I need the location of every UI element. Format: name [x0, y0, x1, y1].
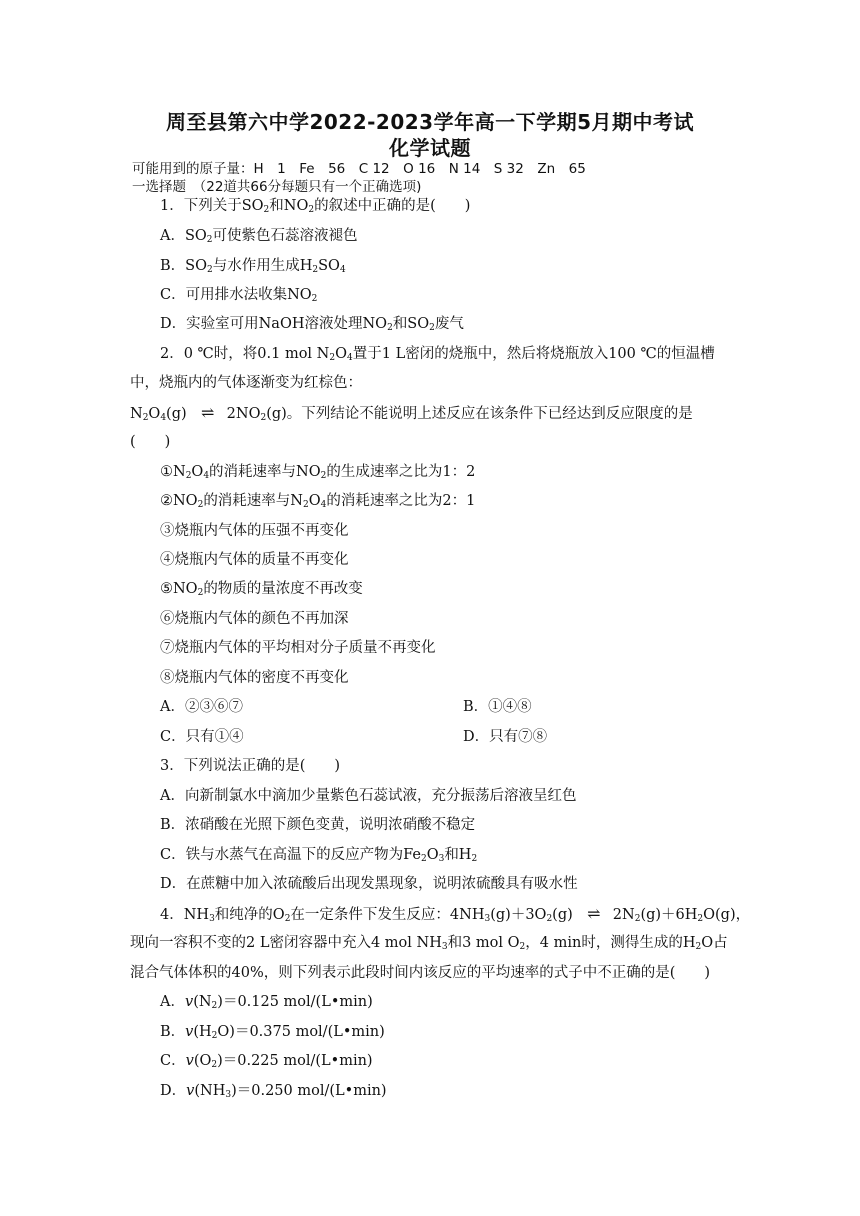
q2-option-c: C．只有①④ [160, 729, 244, 745]
q2-item-1: $①N_2O_4$的消耗速率与$NO_2$的生成速率之比为1：2 [160, 464, 476, 481]
q3-option-a: A．向新制氯水中滴加少量紫色石蕊试液，充分振荡后溶液呈红色 [160, 788, 577, 804]
q1-option-d: D．实验室可用NaOH溶液处理$NO_2$和$SO_2$废气 [160, 316, 464, 333]
q2-eq-product: $2NO_2(g)$。下列结论不能说明上述反应在该条件下已经达到反应限度的是 [226, 406, 693, 423]
q2-option-b: B．①④⑧ [463, 699, 532, 715]
q2-item-7: ⑦烧瓶内气体的平均相对分子质量不再变化 [160, 640, 436, 656]
q2-option-d: D．只有⑦⑧ [463, 729, 548, 745]
q4-option-b: B．$v(H_2O)=0.375$ mol/(L•min) [160, 1024, 385, 1041]
page-subtitle: 化学试题 [389, 136, 471, 160]
q2-item-2: $②NO_2$的消耗速率与$N_2O_4$的消耗速率之比为2：1 [160, 493, 476, 510]
q2-item-4: ④烧瓶内气体的质量不再变化 [160, 552, 349, 568]
q2-stem-line1: 2．0 ℃时，将0.1 mol $N_2O_4$置于1 L密闭的烧瓶中，然后将烧瓶放入100 ℃的恒温槽 [160, 346, 715, 363]
q1-stem: 1．下列关于$SO_2$和$NO_2$的叙述中正确的是( ) [160, 198, 471, 215]
q3-option-b: B．浓硝酸在光照下颜色变黄，说明浓硝酸不稳定 [160, 817, 476, 833]
q3-option-d: D．在蔗糖中加入浓硫酸后出现发黑现象，说明浓硫酸具有吸水性 [160, 876, 578, 892]
q2-equation-line [130, 404, 693, 423]
q3-option-c: C．铁与水蒸气在高温下的反应产物为$Fe_2O_3$和$H_2$ [160, 847, 478, 864]
q4-stem-line3: 混合气体体积的40%，则下列表示此段时间内该反应的平均速率的式子中不正确的是( ) [130, 965, 711, 981]
q1-option-c: C．可用排水法收集$NO_2$ [160, 287, 318, 304]
equilibrium-arrow-icon: ⇌ [200, 403, 213, 422]
q1-option-b: B．$SO_2$与水作用生成$H_2SO_4$ [160, 258, 346, 275]
q3-stem: 3．下列说法正确的是( ) [160, 758, 341, 774]
q2-eq-reactant: $N_2O_4(g)$ [130, 406, 187, 423]
equilibrium-arrow-icon: ⇌ [587, 904, 599, 923]
q4-stem-line2: 现向一容积不变的2 L密闭容器中充入4 mol $NH_3$和3 mol $O_2$，4 min时，测得生成的$H_2O$占 [130, 935, 728, 952]
q2-stem-line2: 中，烧瓶内的气体逐渐变为红棕色： [130, 375, 362, 391]
q2-stem-paren: ( ) [130, 434, 171, 450]
q4-option-c: C．$v(O_2)=0.225$ mol/(L•min) [160, 1053, 373, 1070]
q4-eq-reactants: 4．$NH_3$和纯净的$O_2$在一定条件下发生反应：$4NH_3(g)+3O_2(g)$ [160, 907, 573, 924]
q1-option-a: A．$SO_2$可使紫色石蕊溶液褪色 [160, 228, 358, 245]
q4-eq-products: $2N_2(g)+6H_2O(g)$， [612, 907, 751, 924]
q2-option-a: A．②③⑥⑦ [160, 699, 243, 715]
q2-item-8: ⑧烧瓶内气体的密度不再变化 [160, 670, 349, 686]
q4-stem-line1 [160, 905, 750, 924]
q2-item-6: ⑥烧瓶内气体的颜色不再加深 [160, 611, 349, 627]
atomic-masses-line: 可能用到的原子量：H 1 Fe 56 C 12 O 16 N 14 S 32 Zn 65 [132, 161, 586, 177]
q4-option-d: D．$v(NH_3)=0.250$ mol/(L•min) [160, 1083, 387, 1100]
page-title: 周至县第六中学2022-2023学年高一下学期5月期中考试 [165, 110, 695, 134]
q4-option-a: A．$v(N_2)=0.125$ mol/(L•min) [160, 994, 373, 1011]
section-heading: 一选择题 （22道共66分每题只有一个正确选项) [132, 179, 422, 195]
q2-item-5: $⑤NO_2$的物质的量浓度不再改变 [160, 581, 363, 598]
q2-item-3: ③烧瓶内气体的压强不再变化 [160, 523, 349, 539]
